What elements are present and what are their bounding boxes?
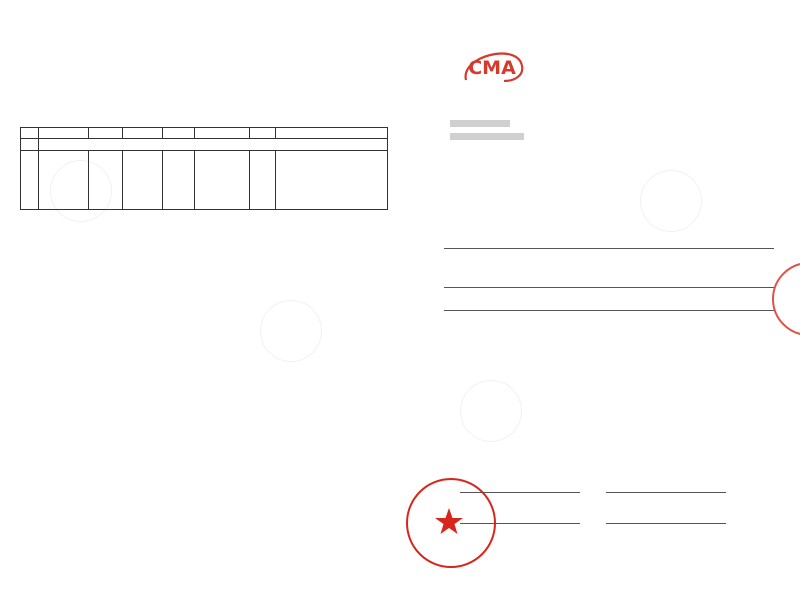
col-header <box>250 128 276 139</box>
cell-result-list <box>122 151 162 210</box>
table-row <box>21 139 388 151</box>
cell-item <box>38 151 88 210</box>
col-header <box>122 128 162 139</box>
col-header <box>88 128 122 139</box>
cell-lod <box>162 151 194 210</box>
col-header <box>21 128 39 139</box>
divider <box>444 248 774 249</box>
cell-no <box>21 139 39 151</box>
divider <box>444 287 774 288</box>
conclusion-row <box>444 320 454 328</box>
cma-logo-icon <box>458 48 526 82</box>
cell-no <box>21 151 39 210</box>
cma-mark <box>458 48 526 83</box>
redacted-block <box>450 120 510 127</box>
group-title <box>38 139 387 151</box>
cell-std <box>194 151 250 210</box>
cell-method <box>276 151 388 210</box>
seal-star-icon <box>406 478 492 564</box>
cell-unit <box>88 151 122 210</box>
partial-seal <box>772 262 800 336</box>
watermark <box>260 300 322 362</box>
results-table <box>20 127 388 210</box>
official-seal <box>406 478 496 568</box>
address-row <box>444 132 524 140</box>
redacted-block <box>450 133 524 140</box>
cell-conclusion <box>250 151 276 210</box>
signature-line <box>606 523 726 524</box>
watermark <box>460 380 522 442</box>
col-header <box>194 128 250 139</box>
report-page-1 <box>400 0 800 600</box>
signature-line <box>606 492 726 493</box>
client-row <box>444 119 510 127</box>
col-header <box>276 128 388 139</box>
table-row <box>21 151 388 210</box>
col-header <box>38 128 88 139</box>
table-header-row <box>21 128 388 139</box>
method-row <box>444 295 454 303</box>
divider <box>444 310 774 311</box>
watermark <box>640 170 702 232</box>
col-header <box>162 128 194 139</box>
svg-text:CMA: CMA <box>468 57 516 79</box>
